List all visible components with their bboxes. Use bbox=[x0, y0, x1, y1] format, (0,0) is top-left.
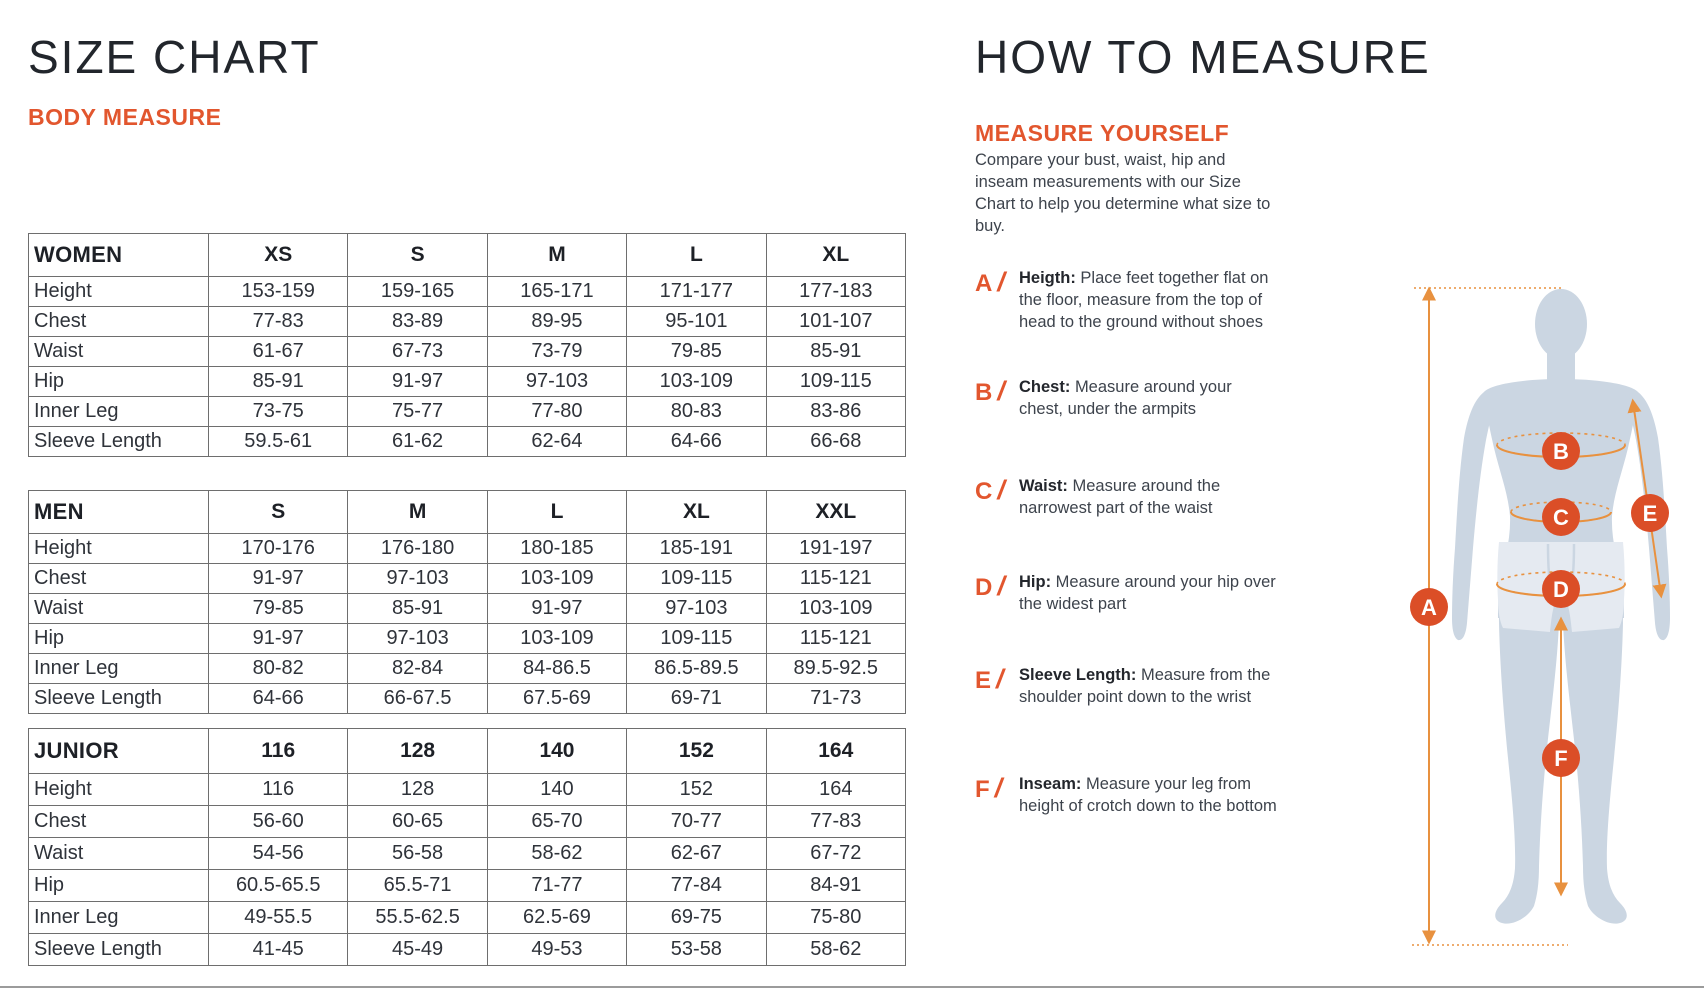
table-cell: 77-84 bbox=[627, 870, 766, 902]
row-label: Sleeve Length bbox=[29, 684, 209, 714]
table-row bbox=[29, 337, 906, 367]
table-cell: 61-62 bbox=[348, 427, 487, 457]
measure-yourself-subtitle: MEASURE YOURSELF bbox=[975, 120, 1230, 146]
svg-text:C: C bbox=[1553, 505, 1569, 530]
table-cell: 56-58 bbox=[348, 838, 487, 870]
measure-item-sleeve bbox=[975, 665, 1287, 709]
table-cell: 65.5-71 bbox=[348, 870, 487, 902]
measure-letter-a: A / bbox=[975, 267, 1005, 297]
table-cell: 77-83 bbox=[209, 307, 348, 337]
table-cell: 109-115 bbox=[627, 624, 766, 654]
table-cell: 54-56 bbox=[209, 838, 348, 870]
body-diagram bbox=[1400, 268, 1700, 968]
table-group-header: JUNIOR bbox=[29, 729, 209, 774]
size-column-header: XXL bbox=[766, 491, 905, 534]
table-cell: 177-183 bbox=[766, 277, 905, 307]
row-label: Waist bbox=[29, 594, 209, 624]
table-cell: 85-91 bbox=[348, 594, 487, 624]
table-cell: 60.5-65.5 bbox=[209, 870, 348, 902]
page-title: SIZE CHART bbox=[28, 31, 321, 83]
table-cell: 66-67.5 bbox=[348, 684, 487, 714]
measure-letter-e: E / bbox=[975, 664, 1004, 694]
table-cell: 97-103 bbox=[487, 367, 626, 397]
table-cell: 115-121 bbox=[766, 624, 905, 654]
row-label: Hip bbox=[29, 367, 209, 397]
table-cell: 109-115 bbox=[766, 367, 905, 397]
table-cell: 152 bbox=[627, 774, 766, 806]
slash-icon: / bbox=[997, 571, 1005, 601]
table-cell: 41-45 bbox=[209, 934, 348, 966]
table-cell: 69-71 bbox=[627, 684, 766, 714]
row-label: Height bbox=[29, 277, 209, 307]
table-group-header: WOMEN bbox=[29, 234, 209, 277]
row-label: Inner Leg bbox=[29, 902, 209, 934]
junior-size-table bbox=[28, 728, 906, 966]
table-row bbox=[29, 838, 906, 870]
measure-letter-d: D / bbox=[975, 571, 1005, 601]
row-label: Chest bbox=[29, 307, 209, 337]
table-cell: 77-80 bbox=[487, 397, 626, 427]
row-label: Height bbox=[29, 534, 209, 564]
table-cell: 103-109 bbox=[487, 624, 626, 654]
size-column-header: 140 bbox=[487, 729, 626, 774]
measure-item-height bbox=[975, 268, 1287, 334]
table-cell: 101-107 bbox=[766, 307, 905, 337]
table-cell: 58-62 bbox=[487, 838, 626, 870]
row-label: Sleeve Length bbox=[29, 934, 209, 966]
size-column-header: XS bbox=[209, 234, 348, 277]
row-label: Chest bbox=[29, 806, 209, 838]
women-size-table bbox=[28, 233, 906, 457]
table-cell: 191-197 bbox=[766, 534, 905, 564]
row-label: Hip bbox=[29, 624, 209, 654]
table-cell: 69-75 bbox=[627, 902, 766, 934]
table-cell: 56-60 bbox=[209, 806, 348, 838]
slash-icon: / bbox=[997, 475, 1005, 505]
row-label: Waist bbox=[29, 838, 209, 870]
table-cell: 103-109 bbox=[627, 367, 766, 397]
badge-f bbox=[1542, 739, 1580, 777]
table-cell: 73-75 bbox=[209, 397, 348, 427]
table-cell: 82-84 bbox=[348, 654, 487, 684]
table-cell: 85-91 bbox=[209, 367, 348, 397]
size-column-header: L bbox=[627, 234, 766, 277]
table-cell: 67-73 bbox=[348, 337, 487, 367]
measure-letter-f: F / bbox=[975, 773, 1003, 803]
table-cell: 73-79 bbox=[487, 337, 626, 367]
table-cell: 80-83 bbox=[627, 397, 766, 427]
size-column-header: 116 bbox=[209, 729, 348, 774]
table-cell: 58-62 bbox=[766, 934, 905, 966]
table-cell: 67-72 bbox=[766, 838, 905, 870]
table-cell: 91-97 bbox=[348, 367, 487, 397]
how-to-measure-title: HOW TO MEASURE bbox=[975, 31, 1431, 83]
table-row bbox=[29, 564, 906, 594]
bottom-divider bbox=[0, 986, 1704, 988]
table-cell: 85-91 bbox=[766, 337, 905, 367]
table-cell: 171-177 bbox=[627, 277, 766, 307]
measure-item-hip bbox=[975, 572, 1287, 616]
size-column-header: S bbox=[348, 234, 487, 277]
table-cell: 91-97 bbox=[487, 594, 626, 624]
measure-item-chest bbox=[975, 377, 1287, 421]
table-cell: 79-85 bbox=[627, 337, 766, 367]
table-cell: 45-49 bbox=[348, 934, 487, 966]
svg-text:A: A bbox=[1421, 595, 1437, 620]
table-row bbox=[29, 806, 906, 838]
svg-text:E: E bbox=[1642, 501, 1658, 526]
size-column-header: XL bbox=[627, 491, 766, 534]
table-cell: 61-67 bbox=[209, 337, 348, 367]
measure-item-waist bbox=[975, 476, 1287, 520]
table-cell: 170-176 bbox=[209, 534, 348, 564]
slash-icon: / bbox=[994, 773, 1003, 803]
size-column-header: 152 bbox=[627, 729, 766, 774]
table-cell: 128 bbox=[348, 774, 487, 806]
table-row bbox=[29, 307, 906, 337]
table-cell: 55.5-62.5 bbox=[348, 902, 487, 934]
table-cell: 62-64 bbox=[487, 427, 626, 457]
row-label: Height bbox=[29, 774, 209, 806]
table-group-header: MEN bbox=[29, 491, 209, 534]
table-cell: 53-58 bbox=[627, 934, 766, 966]
size-column-header: M bbox=[487, 234, 626, 277]
row-label: Inner Leg bbox=[29, 654, 209, 684]
table-cell: 116 bbox=[209, 774, 348, 806]
table-row bbox=[29, 277, 906, 307]
table-cell: 84-86.5 bbox=[487, 654, 626, 684]
table-row bbox=[29, 397, 906, 427]
table-cell: 115-121 bbox=[766, 564, 905, 594]
table-cell: 109-115 bbox=[627, 564, 766, 594]
table-cell: 103-109 bbox=[766, 594, 905, 624]
size-column-header: L bbox=[487, 491, 626, 534]
table-cell: 67.5-69 bbox=[487, 684, 626, 714]
table-cell: 86.5-89.5 bbox=[627, 654, 766, 684]
table-cell: 65-70 bbox=[487, 806, 626, 838]
badge-e bbox=[1631, 494, 1669, 532]
table-cell: 64-66 bbox=[627, 427, 766, 457]
body-measure-subtitle: BODY MEASURE bbox=[28, 104, 222, 130]
slash-icon: / bbox=[996, 664, 1004, 694]
table-cell: 83-89 bbox=[348, 307, 487, 337]
slash-icon: / bbox=[997, 267, 1005, 297]
table-cell: 97-103 bbox=[348, 624, 487, 654]
row-label: Chest bbox=[29, 564, 209, 594]
measure-item-text: Sleeve Length: Measure from the shoulder point down to the wrist bbox=[1019, 666, 1271, 706]
size-column-header: S bbox=[209, 491, 348, 534]
table-cell: 49-53 bbox=[487, 934, 626, 966]
table-cell: 103-109 bbox=[487, 564, 626, 594]
table-cell: 140 bbox=[487, 774, 626, 806]
table-cell: 49-55.5 bbox=[209, 902, 348, 934]
svg-text:D: D bbox=[1553, 577, 1569, 602]
table-row bbox=[29, 367, 906, 397]
table-cell: 80-82 bbox=[209, 654, 348, 684]
measure-item-text: Waist: Measure around the narrowest part of the waist bbox=[1019, 477, 1221, 517]
slash-icon: / bbox=[997, 376, 1005, 406]
badge-b bbox=[1542, 432, 1580, 470]
table-cell: 62-67 bbox=[627, 838, 766, 870]
table-cell: 71-77 bbox=[487, 870, 626, 902]
table-cell: 153-159 bbox=[209, 277, 348, 307]
badge-d bbox=[1542, 570, 1580, 608]
table-row bbox=[29, 684, 906, 714]
table-cell: 185-191 bbox=[627, 534, 766, 564]
table-cell: 159-165 bbox=[348, 277, 487, 307]
table-cell: 164 bbox=[766, 774, 905, 806]
svg-text:F: F bbox=[1554, 746, 1568, 771]
table-cell: 66-68 bbox=[766, 427, 905, 457]
table-cell: 83-86 bbox=[766, 397, 905, 427]
table-cell: 77-83 bbox=[766, 806, 905, 838]
measure-item-text: Heigth: Place feet together flat on the floor, measure from the top of head to the ground without shoes bbox=[1019, 269, 1269, 331]
size-column-header: M bbox=[348, 491, 487, 534]
measure-item-inseam bbox=[975, 774, 1287, 818]
measure-letter-b: B / bbox=[975, 376, 1005, 406]
badge-a bbox=[1410, 588, 1448, 626]
table-row bbox=[29, 427, 906, 457]
table-cell: 59.5-61 bbox=[209, 427, 348, 457]
table-cell: 180-185 bbox=[487, 534, 626, 564]
row-label: Sleeve Length bbox=[29, 427, 209, 457]
table-cell: 71-73 bbox=[766, 684, 905, 714]
measure-intro-text: Compare your bust, waist, hip and inseam measurements with our Size Chart to help you determine what size to buy. bbox=[975, 151, 1271, 235]
svg-text:B: B bbox=[1553, 439, 1569, 464]
measure-letter-c: C / bbox=[975, 475, 1005, 505]
table-cell: 70-77 bbox=[627, 806, 766, 838]
table-row bbox=[29, 774, 906, 806]
row-label: Hip bbox=[29, 870, 209, 902]
table-cell: 75-77 bbox=[348, 397, 487, 427]
table-row bbox=[29, 654, 906, 684]
table-cell: 62.5-69 bbox=[487, 902, 626, 934]
badge-c bbox=[1542, 498, 1580, 536]
table-cell: 60-65 bbox=[348, 806, 487, 838]
measure-item-text: Hip: Measure around your hip over the widest part bbox=[1019, 573, 1276, 613]
table-cell: 91-97 bbox=[209, 564, 348, 594]
table-cell: 165-171 bbox=[487, 277, 626, 307]
table-cell: 89-95 bbox=[487, 307, 626, 337]
measure-item-text: Chest: Measure around your chest, under the armpits bbox=[1019, 378, 1232, 418]
size-column-header: 164 bbox=[766, 729, 905, 774]
men-size-table bbox=[28, 490, 906, 714]
table-cell: 97-103 bbox=[627, 594, 766, 624]
table-cell: 89.5-92.5 bbox=[766, 654, 905, 684]
table-cell: 75-80 bbox=[766, 902, 905, 934]
table-cell: 64-66 bbox=[209, 684, 348, 714]
row-label: Waist bbox=[29, 337, 209, 367]
size-column-header: 128 bbox=[348, 729, 487, 774]
table-cell: 91-97 bbox=[209, 624, 348, 654]
table-cell: 97-103 bbox=[348, 564, 487, 594]
table-row bbox=[29, 934, 906, 966]
row-label: Inner Leg bbox=[29, 397, 209, 427]
table-cell: 95-101 bbox=[627, 307, 766, 337]
table-row bbox=[29, 624, 906, 654]
measure-figure bbox=[1400, 268, 1700, 968]
table-row bbox=[29, 902, 906, 934]
table-row bbox=[29, 870, 906, 902]
table-cell: 84-91 bbox=[766, 870, 905, 902]
table-row bbox=[29, 594, 906, 624]
table-cell: 176-180 bbox=[348, 534, 487, 564]
table-row bbox=[29, 534, 906, 564]
size-column-header: XL bbox=[766, 234, 905, 277]
measure-item-text: Inseam: Measure your leg from height of crotch down to the bottom bbox=[1019, 775, 1277, 815]
table-cell: 79-85 bbox=[209, 594, 348, 624]
